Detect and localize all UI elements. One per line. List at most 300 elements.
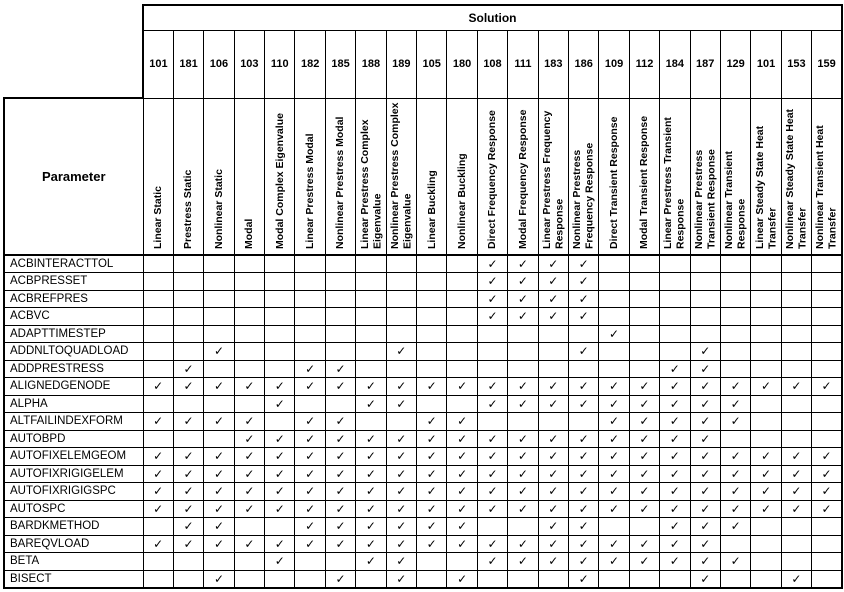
check-cell-checked — [599, 325, 629, 343]
check-cell-empty — [781, 518, 811, 536]
check-cell-checked — [325, 535, 355, 553]
check-cell-empty — [386, 413, 416, 431]
parameter-name-cell: ACBPRESSET — [4, 273, 143, 291]
checkmark-icon: ✓ — [213, 414, 224, 429]
checkmark-icon: ✓ — [639, 484, 650, 499]
solution-name-label: Nonlinear Prestress Complex Eigenvalue — [388, 102, 414, 249]
check-cell-checked — [660, 448, 690, 466]
check-cell-checked — [234, 500, 264, 518]
check-cell-empty — [356, 325, 386, 343]
check-cell-empty — [143, 273, 173, 291]
check-cell-checked — [660, 483, 690, 501]
solution-name-label: Nonlinear Transient Heat Transfer — [814, 125, 839, 249]
checkmark-icon: ✓ — [700, 414, 711, 429]
check-cell-checked — [568, 483, 598, 501]
check-cell-empty — [660, 255, 690, 273]
check-cell-empty — [629, 255, 659, 273]
check-cell-empty — [568, 360, 598, 378]
check-cell-empty — [690, 290, 720, 308]
checkmark-icon: ✓ — [609, 554, 620, 569]
solution-code-111: 111 — [508, 30, 538, 98]
parameter-header: Parameter — [4, 98, 143, 255]
check-cell-checked — [568, 343, 598, 361]
check-cell-checked — [447, 483, 477, 501]
check-cell-empty — [629, 343, 659, 361]
check-cell-empty — [690, 273, 720, 291]
check-cell-empty — [812, 360, 842, 378]
checkmark-icon: ✓ — [760, 484, 772, 499]
check-cell-empty — [143, 518, 173, 536]
check-cell-empty — [568, 325, 598, 343]
table-row — [4, 448, 842, 466]
checkmark-icon: ✓ — [244, 379, 255, 394]
check-cell-checked — [325, 483, 355, 501]
checkmark-icon: ✓ — [183, 501, 194, 516]
check-cell-checked — [508, 290, 538, 308]
table-row — [4, 535, 842, 553]
checkmark-icon: ✓ — [791, 449, 802, 464]
parameter-name-cell: ALTFAILINDEXFORM — [4, 413, 143, 431]
table-row — [4, 553, 842, 571]
check-cell-empty — [812, 343, 842, 361]
checkmark-icon: ✓ — [517, 431, 528, 446]
check-cell-checked — [204, 570, 234, 588]
check-cell-checked — [173, 448, 203, 466]
check-cell-empty — [720, 430, 750, 448]
solution-code-159: 159 — [812, 30, 842, 98]
check-cell-empty — [629, 325, 659, 343]
check-cell-empty — [295, 343, 325, 361]
check-cell-empty — [173, 308, 203, 326]
check-cell-checked — [568, 378, 598, 396]
check-cell-checked — [538, 500, 568, 518]
checkmark-icon: ✓ — [730, 501, 741, 516]
checkmark-icon: ✓ — [578, 309, 589, 324]
check-cell-checked — [629, 378, 659, 396]
check-cell-checked — [204, 518, 234, 536]
checkmark-icon: ✓ — [487, 554, 498, 569]
checkmark-icon: ✓ — [365, 449, 376, 464]
checkmark-icon: ✓ — [669, 501, 680, 516]
check-cell-empty — [204, 273, 234, 291]
checkmark-icon: ✓ — [244, 501, 255, 516]
checkmark-icon: ✓ — [396, 501, 407, 516]
check-cell-checked — [720, 413, 750, 431]
check-cell-empty — [508, 360, 538, 378]
checkmark-icon: ✓ — [578, 484, 589, 499]
check-cell-checked — [173, 483, 203, 501]
checkmark-icon: ✓ — [396, 466, 407, 481]
check-cell-checked — [417, 535, 447, 553]
checkmark-icon: ✓ — [669, 449, 680, 464]
check-cell-empty — [781, 360, 811, 378]
check-cell-empty — [356, 273, 386, 291]
table-row — [4, 500, 842, 518]
check-cell-checked — [356, 553, 386, 571]
check-cell-checked — [690, 500, 720, 518]
check-cell-checked — [599, 430, 629, 448]
checkmark-icon: ✓ — [213, 571, 224, 586]
checkmark-icon: ✓ — [821, 501, 832, 516]
check-cell-empty — [660, 570, 690, 588]
check-cell-checked — [143, 378, 173, 396]
check-cell-empty — [812, 570, 842, 588]
check-cell-empty — [295, 325, 325, 343]
check-cell-checked — [690, 553, 720, 571]
table-row — [4, 378, 842, 396]
check-cell-checked — [477, 465, 507, 483]
check-cell-checked — [386, 430, 416, 448]
solution-name-label: Nonlinear Static — [212, 169, 225, 249]
checkmark-icon: ✓ — [244, 431, 255, 446]
checkmark-icon: ✓ — [669, 414, 680, 429]
checkmark-icon: ✓ — [578, 501, 589, 516]
check-cell-checked — [356, 465, 386, 483]
check-cell-empty — [720, 308, 750, 326]
check-cell-checked — [690, 465, 720, 483]
checkmark-icon: ✓ — [183, 379, 194, 394]
solution-header-row — [4, 5, 842, 30]
check-cell-empty — [234, 553, 264, 571]
checkmark-icon: ✓ — [548, 291, 559, 306]
check-cell-checked — [265, 483, 295, 501]
check-cell-checked — [447, 448, 477, 466]
check-cell-checked — [660, 413, 690, 431]
checkmark-icon: ✓ — [244, 484, 255, 499]
check-cell-checked — [660, 430, 690, 448]
check-cell-empty — [234, 273, 264, 291]
check-cell-empty — [812, 413, 842, 431]
checkmark-icon: ✓ — [669, 379, 680, 394]
solution-name-label: Modal — [243, 218, 256, 249]
check-cell-checked — [690, 413, 720, 431]
check-cell-empty — [599, 518, 629, 536]
solution-name-cell — [538, 98, 568, 255]
checkmark-icon: ✓ — [517, 379, 528, 394]
check-cell-empty — [143, 395, 173, 413]
check-cell-empty — [356, 308, 386, 326]
checkmark-icon: ✓ — [365, 554, 376, 569]
checkmark-icon: ✓ — [548, 519, 559, 534]
checkmark-icon: ✓ — [426, 536, 437, 551]
check-cell-empty — [599, 255, 629, 273]
checkmark-icon: ✓ — [821, 484, 832, 499]
check-cell-checked — [386, 465, 416, 483]
checkmark-icon: ✓ — [426, 484, 437, 499]
check-cell-empty — [751, 360, 781, 378]
check-cell-checked — [629, 430, 659, 448]
check-cell-checked — [508, 448, 538, 466]
check-cell-checked — [447, 535, 477, 553]
table-row — [4, 343, 842, 361]
check-cell-empty — [751, 343, 781, 361]
check-cell-checked — [477, 378, 507, 396]
check-cell-checked — [568, 290, 598, 308]
checkmark-icon: ✓ — [426, 431, 437, 446]
parameter-name-cell: ALPHA — [4, 395, 143, 413]
check-cell-empty — [720, 343, 750, 361]
check-cell-checked — [173, 465, 203, 483]
check-cell-checked — [508, 430, 538, 448]
checkmark-icon: ✓ — [609, 431, 620, 446]
solution-name-cell — [508, 98, 538, 255]
check-cell-empty — [781, 255, 811, 273]
checkmark-icon: ✓ — [365, 501, 376, 516]
parameter-name-cell: ACBVC — [4, 308, 143, 326]
check-cell-checked — [204, 378, 234, 396]
check-cell-empty — [812, 553, 842, 571]
checkmark-icon: ✓ — [153, 449, 164, 464]
checkmark-icon: ✓ — [457, 414, 468, 429]
checkmark-icon: ✓ — [213, 449, 224, 464]
checkmark-icon: ✓ — [396, 396, 407, 411]
check-cell-empty — [204, 395, 234, 413]
table-row — [4, 483, 842, 501]
check-cell-checked — [265, 378, 295, 396]
check-cell-checked — [325, 570, 355, 588]
check-cell-empty — [265, 273, 295, 291]
check-cell-empty — [173, 290, 203, 308]
checkmark-icon: ✓ — [517, 466, 528, 481]
checkmark-icon: ✓ — [305, 379, 316, 394]
checkmark-icon: ✓ — [639, 501, 650, 516]
checkmark-icon: ✓ — [669, 519, 680, 534]
check-cell-checked — [417, 483, 447, 501]
check-cell-empty — [143, 343, 173, 361]
checkmark-icon: ✓ — [335, 466, 346, 481]
check-cell-checked — [720, 378, 750, 396]
checkmark-icon: ✓ — [365, 519, 376, 534]
check-cell-checked — [265, 535, 295, 553]
check-cell-empty — [265, 343, 295, 361]
check-cell-empty — [204, 255, 234, 273]
check-cell-empty — [751, 395, 781, 413]
checkmark-icon: ✓ — [700, 501, 711, 516]
check-cell-checked — [812, 500, 842, 518]
check-cell-empty — [447, 395, 477, 413]
check-cell-empty — [356, 255, 386, 273]
checkmark-icon: ✓ — [639, 379, 650, 394]
check-cell-checked — [386, 395, 416, 413]
check-cell-checked — [812, 483, 842, 501]
check-cell-checked — [477, 430, 507, 448]
check-cell-checked — [477, 448, 507, 466]
checkmark-icon: ✓ — [457, 519, 468, 534]
check-cell-checked — [356, 378, 386, 396]
check-cell-checked — [386, 535, 416, 553]
check-cell-checked — [720, 483, 750, 501]
check-cell-empty — [234, 343, 264, 361]
check-cell-checked — [538, 553, 568, 571]
checkmark-icon: ✓ — [548, 274, 559, 289]
check-cell-empty — [690, 255, 720, 273]
check-cell-checked — [204, 483, 234, 501]
check-cell-checked — [538, 535, 568, 553]
check-cell-checked — [204, 465, 234, 483]
checkmark-icon: ✓ — [760, 449, 772, 464]
check-cell-checked — [599, 500, 629, 518]
checkmark-icon: ✓ — [153, 501, 164, 516]
check-cell-checked — [356, 535, 386, 553]
check-cell-checked — [690, 343, 720, 361]
check-cell-empty — [690, 325, 720, 343]
check-cell-empty — [234, 570, 264, 588]
checkmark-icon: ✓ — [213, 344, 224, 359]
check-cell-empty — [812, 395, 842, 413]
solution-name-cell — [417, 98, 447, 255]
check-cell-empty — [720, 273, 750, 291]
checkmark-icon: ✓ — [213, 379, 224, 394]
checkmark-icon: ✓ — [548, 379, 559, 394]
check-cell-empty — [812, 308, 842, 326]
check-cell-empty — [204, 360, 234, 378]
checkmark-icon: ✓ — [548, 536, 559, 551]
checkmark-icon: ✓ — [578, 257, 589, 271]
parameter-name-cell: ACBREFPRES — [4, 290, 143, 308]
check-cell-checked — [538, 290, 568, 308]
check-cell-empty — [325, 273, 355, 291]
check-cell-empty — [751, 570, 781, 588]
checkmark-icon: ✓ — [274, 536, 285, 551]
check-cell-empty — [751, 535, 781, 553]
check-cell-empty — [629, 308, 659, 326]
table-row — [4, 255, 842, 273]
checkmark-icon: ✓ — [548, 466, 559, 481]
checkmark-icon: ✓ — [639, 536, 650, 551]
solution-name-label: Linear Buckling — [425, 170, 438, 249]
check-cell-checked — [477, 483, 507, 501]
checkmark-icon: ✓ — [639, 396, 650, 411]
check-cell-empty — [356, 413, 386, 431]
check-cell-empty — [173, 430, 203, 448]
checkmark-icon: ✓ — [457, 449, 468, 464]
check-cell-checked — [417, 448, 447, 466]
check-cell-empty — [417, 255, 447, 273]
checkmark-icon: ✓ — [335, 361, 346, 376]
check-cell-empty — [265, 290, 295, 308]
check-cell-empty — [477, 325, 507, 343]
check-cell-checked — [599, 378, 629, 396]
table-row — [4, 273, 842, 291]
check-cell-empty — [508, 413, 538, 431]
check-cell-checked — [295, 413, 325, 431]
checkmark-icon: ✓ — [578, 379, 589, 394]
solution-code-101: 101 — [751, 30, 781, 98]
check-cell-checked — [325, 430, 355, 448]
checkmark-icon: ✓ — [730, 466, 741, 481]
check-cell-checked — [143, 483, 173, 501]
solution-name-label: Direct Frequency Response — [486, 110, 499, 249]
check-cell-empty — [751, 273, 781, 291]
check-cell-checked — [568, 535, 598, 553]
check-cell-checked — [295, 465, 325, 483]
check-cell-checked — [325, 500, 355, 518]
check-cell-empty — [143, 430, 173, 448]
check-cell-checked — [781, 465, 811, 483]
check-cell-checked — [265, 448, 295, 466]
solution-code-183: 183 — [538, 30, 568, 98]
checkmark-icon: ✓ — [487, 431, 498, 446]
parameter-name-cell: AUTOFIXELEMGEOM — [4, 448, 143, 466]
check-cell-empty — [265, 413, 295, 431]
checkmark-icon: ✓ — [700, 344, 711, 359]
check-cell-checked — [568, 395, 598, 413]
checkmark-icon: ✓ — [578, 449, 589, 464]
check-cell-checked — [234, 378, 264, 396]
solution-name-label: Nonlinear Prestress Modal — [334, 116, 347, 249]
check-cell-checked — [538, 465, 568, 483]
checkmark-icon: ✓ — [548, 554, 559, 569]
checkmark-icon: ✓ — [365, 484, 376, 499]
check-cell-empty — [660, 325, 690, 343]
checkmark-icon: ✓ — [396, 484, 407, 499]
check-cell-empty — [234, 308, 264, 326]
check-cell-checked — [173, 500, 203, 518]
check-cell-empty — [295, 570, 325, 588]
check-cell-empty — [812, 290, 842, 308]
solution-name-label: Nonlinear Transient Response — [723, 150, 748, 249]
check-cell-checked — [781, 448, 811, 466]
check-cell-checked — [720, 518, 750, 536]
solution-name-cell — [325, 98, 355, 255]
check-cell-checked — [417, 378, 447, 396]
checkmark-icon: ✓ — [578, 431, 589, 446]
checkmark-icon: ✓ — [487, 291, 498, 306]
checkmark-icon: ✓ — [669, 396, 680, 411]
check-cell-empty — [568, 413, 598, 431]
check-cell-checked — [629, 413, 659, 431]
check-cell-checked — [508, 395, 538, 413]
checkmark-icon: ✓ — [183, 414, 194, 429]
checkmark-icon: ✓ — [335, 449, 346, 464]
table-row — [4, 413, 842, 431]
check-cell-checked — [599, 553, 629, 571]
check-cell-empty — [173, 325, 203, 343]
checkmark-icon: ✓ — [213, 536, 224, 551]
check-cell-empty — [417, 325, 447, 343]
check-cell-empty — [629, 518, 659, 536]
check-cell-empty — [325, 395, 355, 413]
checkmark-icon: ✓ — [487, 257, 498, 271]
check-cell-checked — [173, 535, 203, 553]
check-cell-empty — [417, 360, 447, 378]
solution-name-cell — [447, 98, 477, 255]
check-cell-checked — [538, 378, 568, 396]
check-cell-empty — [143, 360, 173, 378]
check-cell-checked — [386, 378, 416, 396]
check-cell-checked — [720, 553, 750, 571]
solution-name-label: Nonlinear Prestress Frequency Response — [571, 142, 596, 249]
check-cell-empty — [143, 325, 173, 343]
checkmark-icon: ✓ — [700, 571, 711, 586]
checkmark-icon: ✓ — [578, 571, 589, 586]
check-cell-checked — [508, 273, 538, 291]
check-cell-empty — [386, 308, 416, 326]
solution-name-cell — [386, 98, 416, 255]
checkmark-icon: ✓ — [760, 501, 772, 516]
check-cell-checked — [295, 360, 325, 378]
check-cell-checked — [417, 465, 447, 483]
check-cell-empty — [265, 360, 295, 378]
checkmark-icon: ✓ — [396, 344, 407, 359]
checkmark-icon: ✓ — [274, 431, 285, 446]
check-cell-checked — [447, 430, 477, 448]
checkmark-icon: ✓ — [244, 414, 255, 429]
checkmark-icon: ✓ — [335, 571, 346, 586]
checkmark-icon: ✓ — [213, 466, 224, 481]
check-cell-empty — [417, 308, 447, 326]
checkmark-icon: ✓ — [669, 466, 680, 481]
